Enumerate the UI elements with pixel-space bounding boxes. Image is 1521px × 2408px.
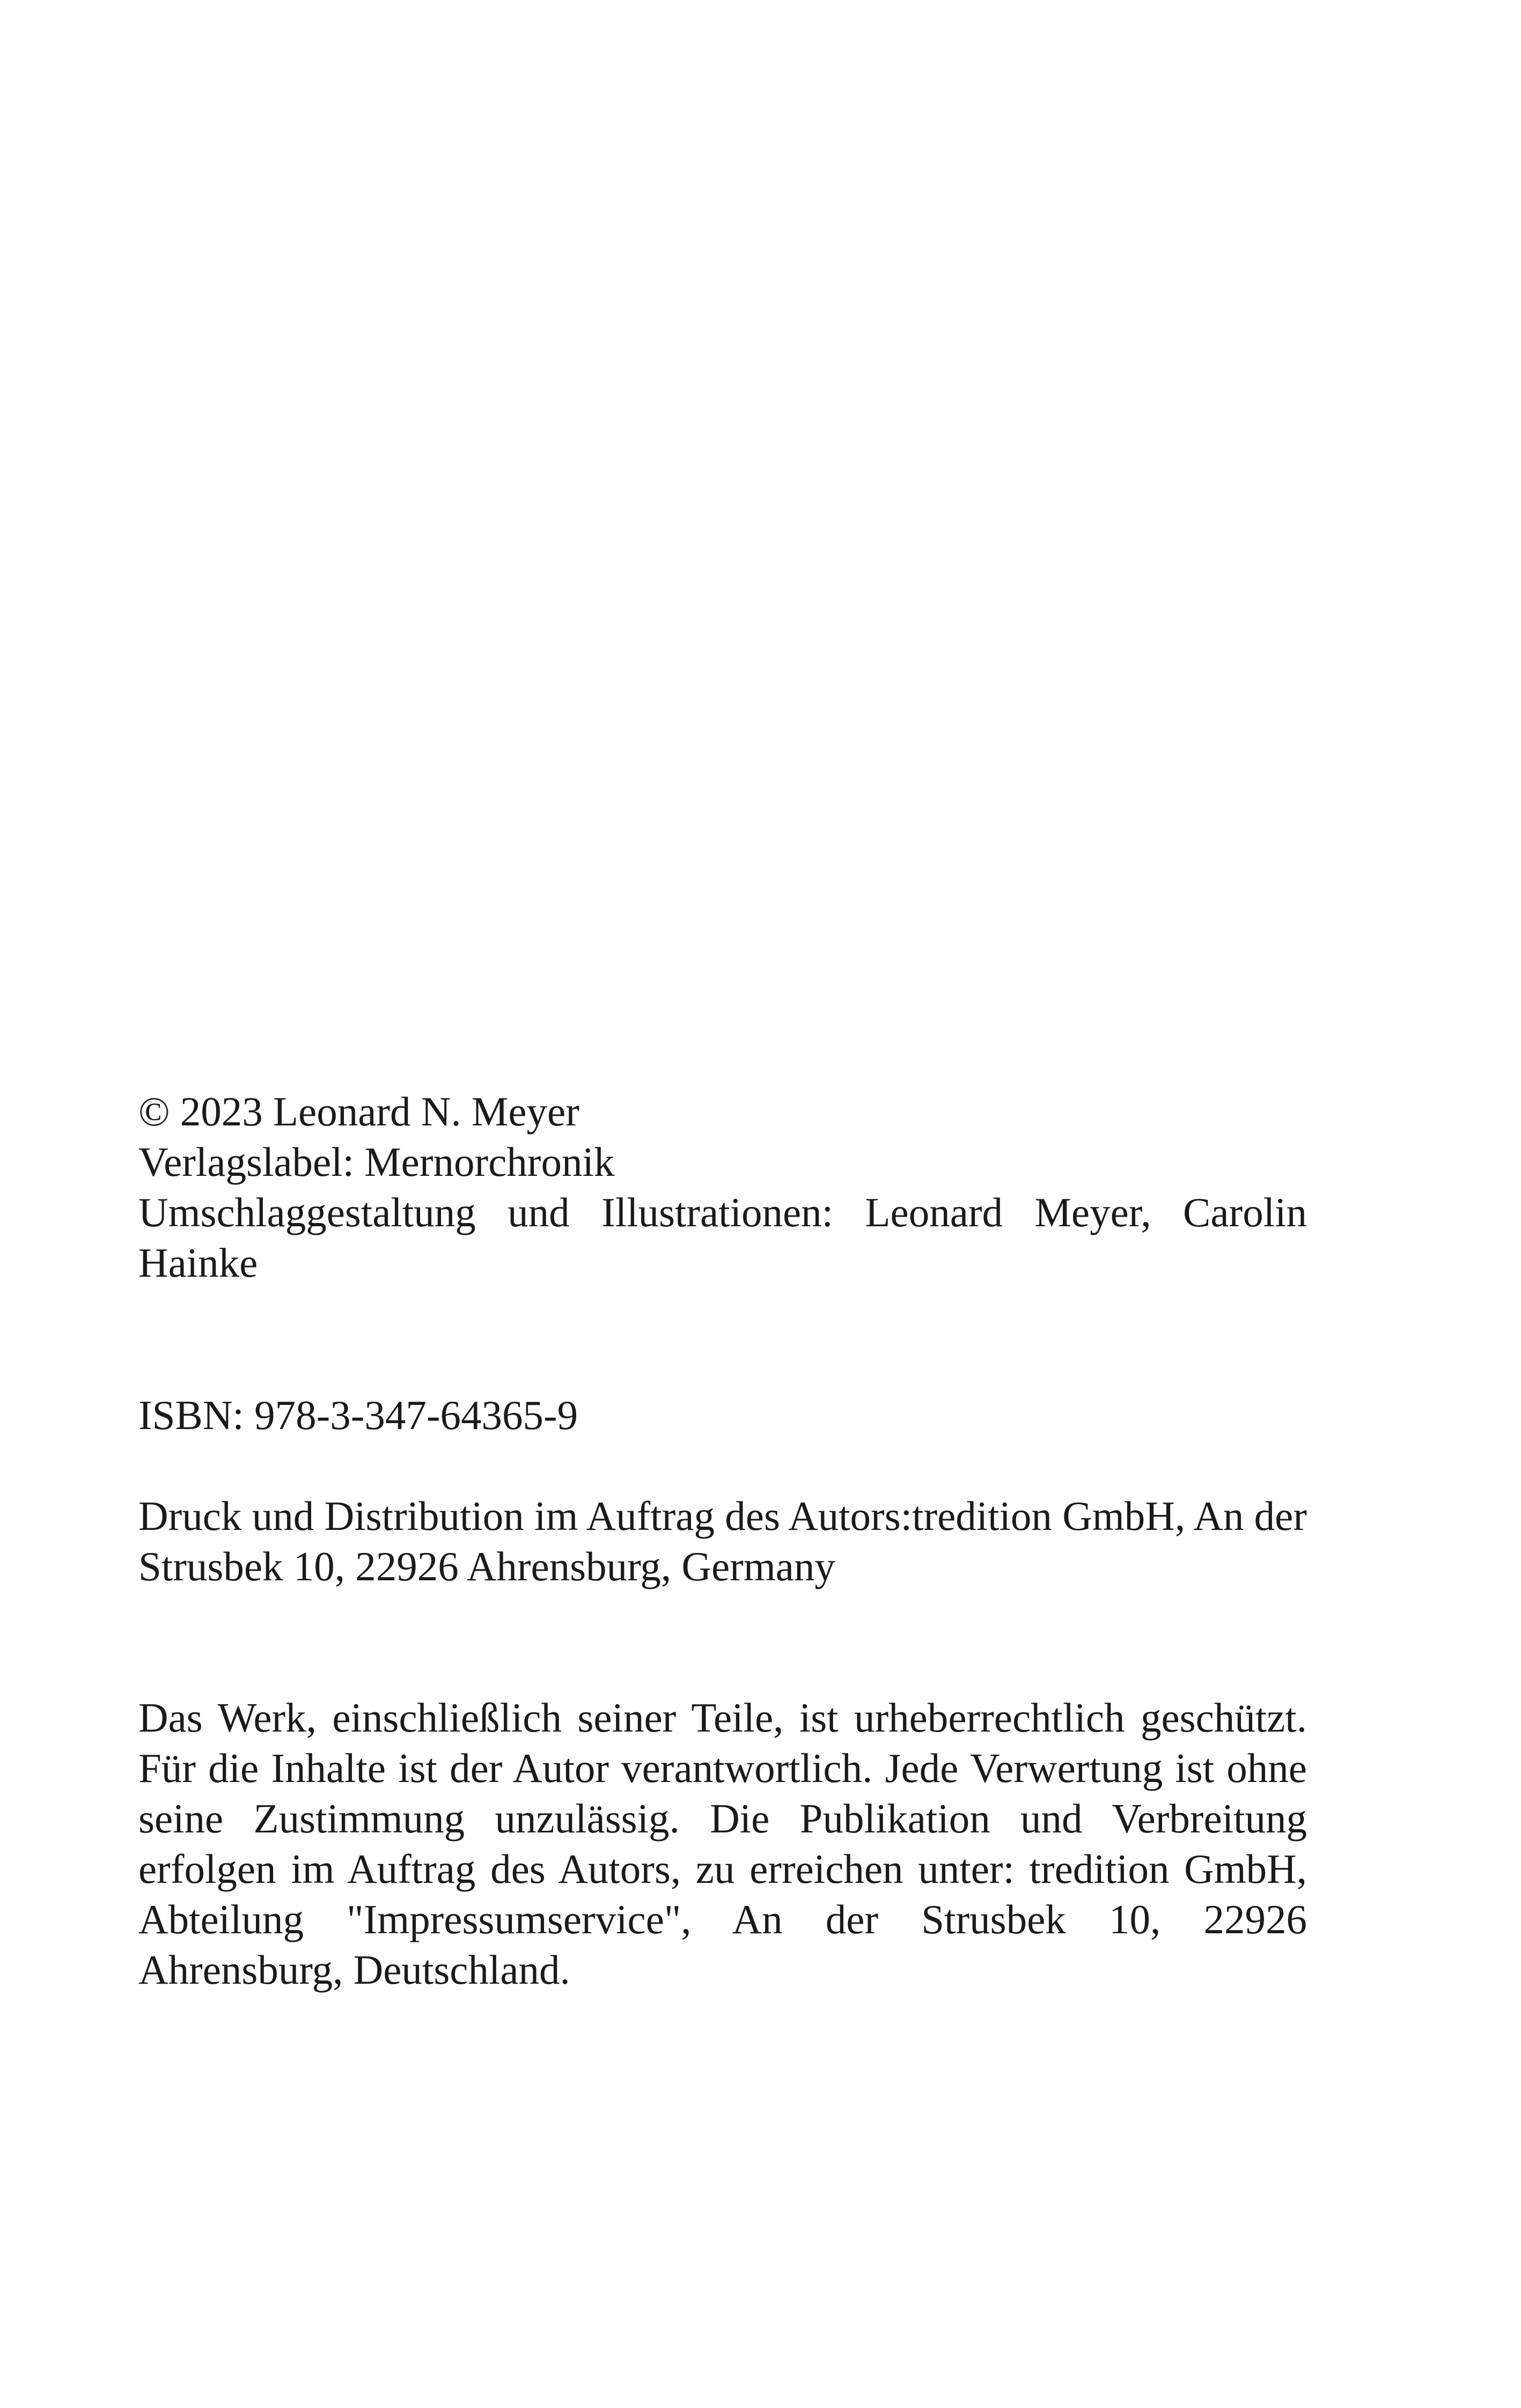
cover-credits-text: Umschlaggestaltung und Illustrationen: Leonard Meyer, Carolin Hainke <box>138 1189 1307 1286</box>
spacer <box>138 1592 1307 1692</box>
legal-notice-text: Das Werk, einschließlich seiner Teile, ist urheberrechtlich geschützt. Für die Inhalte ist der Autor verantwortlich. Jede Verwertung ist ohne seine Zustimmung unzulässig. Die Publikation und Verbreitung erfolgen im Auftrag des Autors, zu erreichen unter: tredition GmbH, Abteilung "Impressumservice", An der Strusbek 10, 22926 Ahrensburg, Deutschland. <box>138 1695 1307 1993</box>
publisher-label-line: Verlagslabel: Mernorchronik <box>138 1139 615 1185</box>
isbn-line: ISBN: 978-3-347-64365-9 <box>138 1392 578 1438</box>
spacer <box>138 1288 1307 1390</box>
spacer <box>138 1440 1307 1491</box>
print-distribution-text: Druck und Distribution im Auftrag des Autors:tredition GmbH, An der Strusbek 10, 22926 Ahrensburg, Germany <box>138 1493 1307 1589</box>
copyright-line: © 2023 Leonard N. Meyer <box>138 1088 579 1135</box>
imprint-block <box>138 1086 1307 1995</box>
